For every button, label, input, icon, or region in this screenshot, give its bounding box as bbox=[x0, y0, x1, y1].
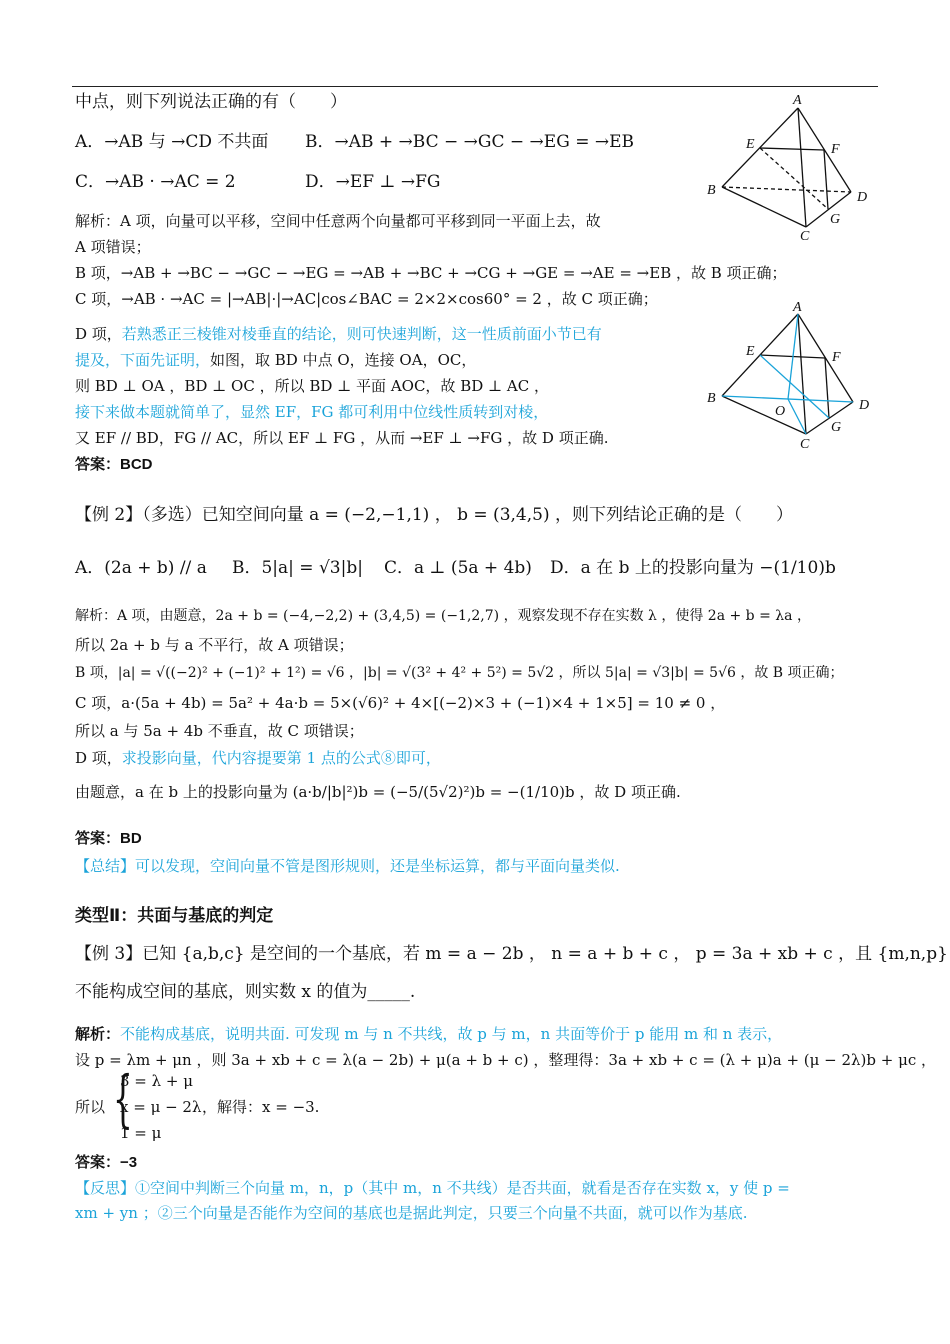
option-a: A．(2a + b) // a bbox=[75, 558, 207, 578]
hint-text: 求投影向量，代内容提要第 1 点的公式⑧即可， bbox=[121, 749, 441, 767]
top-rule bbox=[72, 86, 878, 87]
option-b: B．5|a| = √3|b| bbox=[232, 558, 363, 578]
hint-text: 不能构成基底，说明共面. 可发现 m 与 n 不共线，故 p 与 m，n 共面等价于 p 能用 m 和 n 表示， bbox=[120, 1025, 783, 1043]
label-g: G bbox=[830, 212, 841, 227]
option-c: C．→AB · →AC = 2 bbox=[75, 172, 236, 192]
analysis-line: C 项，a·(5a + 4b) = 5a² + 4a·b = 5×(√6)² + 4×[(−2)×3 + (−1)×4 + 1×5] = 10 ≠ 0 ， bbox=[75, 694, 726, 712]
option-b: B．→AB + →BC − →GC − →EG = →EB bbox=[305, 132, 634, 152]
answer-line: 答案：BCD bbox=[75, 456, 153, 473]
label-a: A bbox=[793, 93, 802, 108]
equation-2: x = μ − 2λ bbox=[120, 1098, 202, 1116]
analysis-line: 由题意，a 在 b 上的投影向量为 (a·b/|b|²)b = (−5/(5√2)²)b = −(1/10)b ，故 D 项正确. bbox=[75, 783, 681, 801]
label-g: G bbox=[831, 420, 842, 435]
example-3-stem: 不能构成空间的基底，则实数 x 的值为_____. bbox=[75, 982, 416, 1002]
answer-line: 答案：BD bbox=[75, 830, 142, 847]
analysis-line: B 项，→AB + →BC − →GC − →EG = →AB + →BC + →CG + →GE = →AE = →EB ，故 B 项正确； bbox=[75, 264, 787, 282]
analysis-line bbox=[75, 350, 476, 370]
reflection-note: xm + yn ；②三个向量是否能作为空间的基底也是据此判定，只要三个向量不共面，就可以作为基底. bbox=[75, 1204, 748, 1222]
summary-note: 【总结】可以发现，空间向量不管是图形规则，还是坐标运算，都与平面向量类似. bbox=[75, 857, 620, 875]
analysis-line: B 项，|a| = √((−2)² + (−1)² + 1²) = √6 ，|b| = √(3² + 4² + 5²) = 5√2 ，所以 5|a| = √3|b| = 5√6 ，故 B 项正确； bbox=[75, 665, 844, 681]
equation-3: 1 = μ bbox=[120, 1124, 162, 1142]
analysis-line: 设 p = λm + μn ，则 3a + xb + c = λ(a − 2b) + μ(a + b + c) ，整理得：3a + xb + c = (λ + μ)a + (μ − 2λ)b + μc ， bbox=[75, 1051, 937, 1069]
analysis-line: A 项错误； bbox=[75, 238, 151, 256]
analysis-line: 则 BD ⊥ OA ，BD ⊥ OC ，所以 BD ⊥ 平面 AOC，故 BD ⊥ AC ， bbox=[75, 377, 549, 395]
question-stem: 中点，则下列说法正确的有（ ） bbox=[75, 92, 347, 112]
label-d: D bbox=[859, 398, 870, 413]
d-prefix: D 项， bbox=[75, 325, 122, 343]
tetrahedron-figure-2 bbox=[700, 298, 880, 450]
label-a: A bbox=[793, 300, 802, 315]
option-d: D．→EF ⊥ →FG bbox=[305, 172, 441, 192]
example-3-stem: 【例 3】已知 {a,b,c} 是空间的一个基底，若 m = a − 2b ， n = a + b + c ， p = 3a + xb + c ，且 {m,n,p} bbox=[75, 944, 948, 964]
proof-text: 如图，取 BD 中点 O，连接 OA，OC， bbox=[210, 351, 477, 369]
analysis-label: 解析： bbox=[75, 1026, 121, 1043]
label-e: E bbox=[746, 137, 755, 152]
analysis-line: 所以 2a + b 与 a 不平行，故 A 项错误； bbox=[75, 636, 354, 654]
analysis-line bbox=[75, 748, 441, 768]
tetrahedron-figure-1 bbox=[700, 92, 880, 242]
hint-text: 接下来做本题就简单了，显然 EF，FG 都可利用中位线性质转到对棱， bbox=[75, 403, 549, 421]
hint-text: 若熟悉正三棱锥对棱垂直的结论，则可快速判断，这一性质前面小节已有 bbox=[121, 325, 602, 343]
analysis-line: 所以 a 与 5a + 4b 不垂直，故 C 项错误； bbox=[75, 722, 364, 740]
equation-1: 3 = λ + μ bbox=[120, 1072, 194, 1090]
option-d: D．a 在 b 上的投影向量为 −(1/10)b bbox=[550, 558, 836, 578]
label-b: B bbox=[707, 391, 716, 406]
option-a: A．→AB 与 →CD 不共面 bbox=[75, 132, 269, 152]
analysis-line: 解析：A 项，向量可以平移，空间中任意两个向量都可平移到同一平面上去，故 bbox=[75, 212, 601, 230]
label-d: D bbox=[857, 190, 868, 205]
system-prefix: 所以 bbox=[75, 1098, 106, 1116]
analysis-line bbox=[75, 1024, 782, 1045]
option-c: C．a ⊥ (5a + 4b) bbox=[384, 558, 532, 578]
hint-text: 提及，下面先证明， bbox=[75, 351, 211, 369]
label-c: C bbox=[800, 229, 810, 242]
label-b: B bbox=[707, 183, 716, 198]
label-o: O bbox=[775, 404, 786, 419]
label-c: C bbox=[800, 437, 810, 450]
analysis-line: 又 EF // BD，FG // AC，所以 EF ⊥ FG ，从而 →EF ⊥ →FG ，故 D 项正确. bbox=[75, 429, 609, 447]
solution-text: ，解得：x = −3. bbox=[202, 1098, 320, 1116]
label-e: E bbox=[746, 344, 755, 359]
reflection-note: 【反思】①空间中判断三个向量 m，n，p（其中 m，n 不共线）是否共面，就看是否存在实数 x，y 使 p = bbox=[75, 1179, 790, 1197]
section-heading: 类型Ⅱ：共面与基底的判定 bbox=[75, 906, 274, 925]
d-prefix: D 项， bbox=[75, 749, 122, 767]
analysis-line bbox=[75, 324, 602, 344]
label-f: F bbox=[831, 142, 840, 157]
answer-line: 答案：−3 bbox=[75, 1154, 138, 1171]
label-f: F bbox=[832, 350, 841, 365]
brace-symbol: { bbox=[113, 1062, 133, 1135]
example-2-stem: 【例 2】（多选）已知空间向量 a = (−2,−1,1) ， b = (3,4,5) ，则下列结论正确的是（ ） bbox=[75, 505, 793, 525]
analysis-line: 解析：A 项，由题意，2a + b = (−4,−2,2) + (3,4,5) = (−1,2,7) ，观察发现不存在实数 λ ，使得 2a + b = λa ， bbox=[75, 608, 811, 624]
analysis-line: C 项，→AB · →AC = |→AB|·|→AC|cos∠BAC = 2×2×cos60° = 2 ，故 C 项正确； bbox=[75, 290, 658, 308]
